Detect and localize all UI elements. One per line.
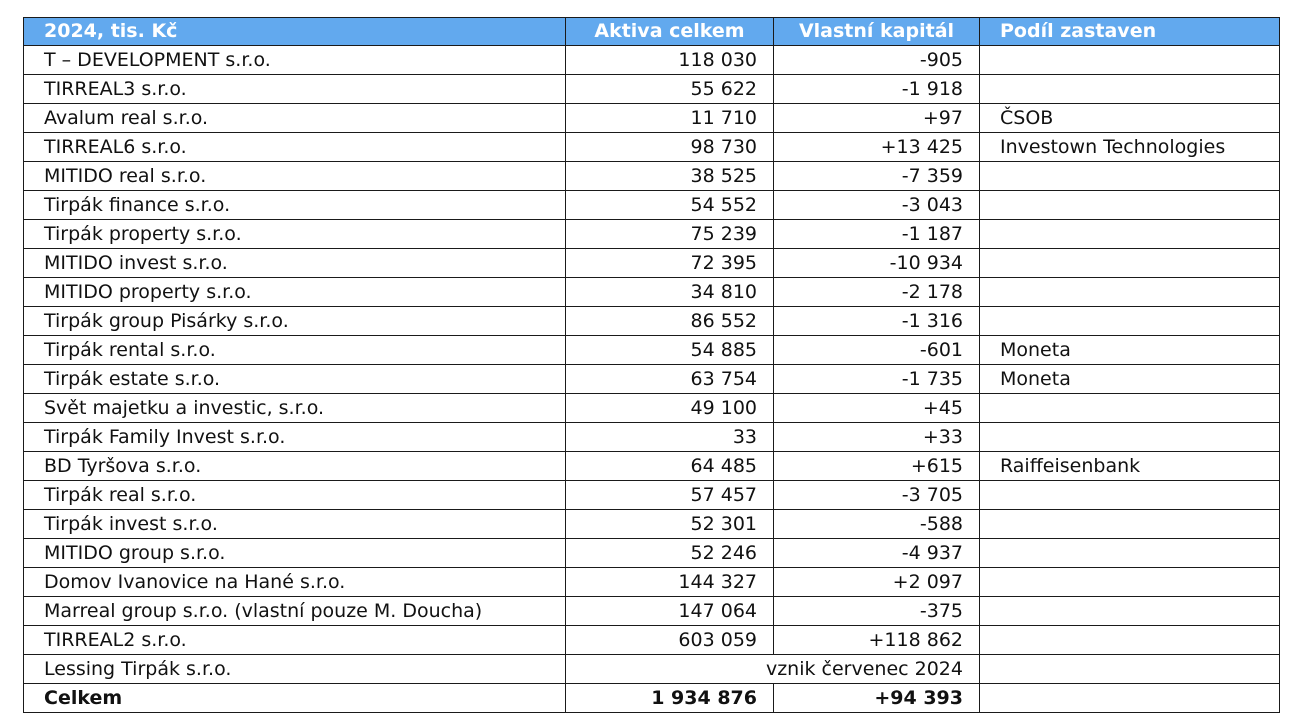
assets-cell: 38 525: [566, 162, 774, 191]
pledge-cell: [980, 510, 1280, 539]
pledge-cell: [980, 423, 1280, 452]
company-table-container: [23, 17, 1279, 713]
table-row: [24, 133, 1280, 162]
table-row: [24, 597, 1280, 626]
assets-cell: 55 622: [566, 75, 774, 104]
pledge-cell: [980, 481, 1280, 510]
equity-cell: -375: [774, 597, 980, 626]
assets-cell: 52 246: [566, 539, 774, 568]
table-row: [24, 46, 1280, 75]
pledge-cell: Moneta: [980, 336, 1280, 365]
pledge-cell: [980, 162, 1280, 191]
pledge-cell: Moneta: [980, 365, 1280, 394]
assets-cell: 54 552: [566, 191, 774, 220]
assets-cell: 144 327: [566, 568, 774, 597]
pledge-cell: [980, 539, 1280, 568]
table-row: [24, 365, 1280, 394]
company-name-cell: Tirpák group Pisárky s.r.o.: [24, 307, 566, 336]
equity-cell: -1 316: [774, 307, 980, 336]
assets-cell: 63 754: [566, 365, 774, 394]
equity-cell: -3 705: [774, 481, 980, 510]
company-name-cell: Tirpák Family Invest s.r.o.: [24, 423, 566, 452]
table-row: [24, 481, 1280, 510]
assets-cell: 34 810: [566, 278, 774, 307]
table-row: [24, 394, 1280, 423]
table-row: [24, 278, 1280, 307]
company-name-cell: MITIDO real s.r.o.: [24, 162, 566, 191]
assets-cell: 86 552: [566, 307, 774, 336]
equity-cell: -10 934: [774, 249, 980, 278]
equity-cell: -3 043: [774, 191, 980, 220]
assets-cell: 72 395: [566, 249, 774, 278]
equity-cell: -1 735: [774, 365, 980, 394]
company-name-cell: Tirpák real s.r.o.: [24, 481, 566, 510]
equity-cell: -1 187: [774, 220, 980, 249]
company-name-cell: Lessing Tirpák s.r.o.: [24, 655, 566, 684]
table-row: [24, 568, 1280, 597]
company-name-cell: MITIDO invest s.r.o.: [24, 249, 566, 278]
equity-cell: +615: [774, 452, 980, 481]
assets-cell: 603 059: [566, 626, 774, 655]
total-row: [24, 684, 1280, 713]
company-name-cell: BD Tyršova s.r.o.: [24, 452, 566, 481]
equity-cell: -7 359: [774, 162, 980, 191]
assets-cell: 57 457: [566, 481, 774, 510]
company-name-cell: Tirpák property s.r.o.: [24, 220, 566, 249]
table-row: [24, 423, 1280, 452]
table-header: [24, 18, 1280, 46]
table-row: [24, 104, 1280, 133]
pledge-cell: [980, 75, 1280, 104]
pledge-cell: [980, 220, 1280, 249]
company-name-cell: TIRREAL6 s.r.o.: [24, 133, 566, 162]
equity-cell: +118 862: [774, 626, 980, 655]
company-name-cell: Svět majetku a investic, s.r.o.: [24, 394, 566, 423]
table-row: [24, 249, 1280, 278]
equity-cell: -601: [774, 336, 980, 365]
header-company: 2024, tis. Kč: [24, 18, 566, 46]
equity-cell: -588: [774, 510, 980, 539]
equity-cell: -4 937: [774, 539, 980, 568]
total-label-cell: Celkem: [24, 684, 566, 713]
pledge-cell: Raiffeisenbank: [980, 452, 1280, 481]
header-row: [24, 18, 1280, 46]
company-financials-table: [23, 17, 1280, 713]
equity-cell: +13 425: [774, 133, 980, 162]
assets-cell: 11 710: [566, 104, 774, 133]
company-name-cell: T – DEVELOPMENT s.r.o.: [24, 46, 566, 75]
company-name-cell: Marreal group s.r.o. (vlastní pouze M. Doucha): [24, 597, 566, 626]
pledge-cell: ČSOB: [980, 104, 1280, 133]
table-row: [24, 655, 1280, 684]
header-pledge: Podíl zastaven: [980, 18, 1280, 46]
assets-cell: 49 100: [566, 394, 774, 423]
pledge-cell: [980, 626, 1280, 655]
header-equity: Vlastní kapitál: [774, 18, 980, 46]
assets-cell: 54 885: [566, 336, 774, 365]
company-name-cell: Avalum real s.r.o.: [24, 104, 566, 133]
pledge-cell: [980, 597, 1280, 626]
pledge-cell: [980, 278, 1280, 307]
table-row: [24, 336, 1280, 365]
total-equity-cell: +94 393: [774, 684, 980, 713]
company-name-cell: Tirpák rental s.r.o.: [24, 336, 566, 365]
pledge-cell: [980, 46, 1280, 75]
company-name-cell: Tirpák invest s.r.o.: [24, 510, 566, 539]
table-body: [24, 46, 1280, 713]
table-row: [24, 307, 1280, 336]
pledge-cell: [980, 249, 1280, 278]
founding-note-cell: vznik červenec 2024: [566, 655, 980, 684]
equity-cell: +33: [774, 423, 980, 452]
equity-cell: -905: [774, 46, 980, 75]
pledge-cell: [980, 655, 1280, 684]
pledge-cell: Investown Technologies: [980, 133, 1280, 162]
assets-cell: 75 239: [566, 220, 774, 249]
table-row: [24, 220, 1280, 249]
company-name-cell: MITIDO group s.r.o.: [24, 539, 566, 568]
assets-cell: 52 301: [566, 510, 774, 539]
table-row: [24, 162, 1280, 191]
company-name-cell: TIRREAL3 s.r.o.: [24, 75, 566, 104]
table-row: [24, 626, 1280, 655]
assets-cell: 33: [566, 423, 774, 452]
pledge-cell: [980, 191, 1280, 220]
company-name-cell: Tirpák estate s.r.o.: [24, 365, 566, 394]
total-assets-cell: 1 934 876: [566, 684, 774, 713]
company-name-cell: Tirpák finance s.r.o.: [24, 191, 566, 220]
company-name-cell: Domov Ivanovice na Hané s.r.o.: [24, 568, 566, 597]
table-row: [24, 510, 1280, 539]
pledge-cell: [980, 568, 1280, 597]
equity-cell: +97: [774, 104, 980, 133]
company-name-cell: MITIDO property s.r.o.: [24, 278, 566, 307]
pledge-cell: [980, 394, 1280, 423]
table-row: [24, 452, 1280, 481]
equity-cell: +2 097: [774, 568, 980, 597]
table-row: [24, 75, 1280, 104]
table-row: [24, 539, 1280, 568]
company-name-cell: TIRREAL2 s.r.o.: [24, 626, 566, 655]
assets-cell: 98 730: [566, 133, 774, 162]
equity-cell: -1 918: [774, 75, 980, 104]
pledge-cell: [980, 307, 1280, 336]
header-assets: Aktiva celkem: [566, 18, 774, 46]
equity-cell: -2 178: [774, 278, 980, 307]
assets-cell: 147 064: [566, 597, 774, 626]
assets-cell: 64 485: [566, 452, 774, 481]
assets-cell: 118 030: [566, 46, 774, 75]
equity-cell: +45: [774, 394, 980, 423]
total-pledge-cell: [980, 684, 1280, 713]
table-row: [24, 191, 1280, 220]
